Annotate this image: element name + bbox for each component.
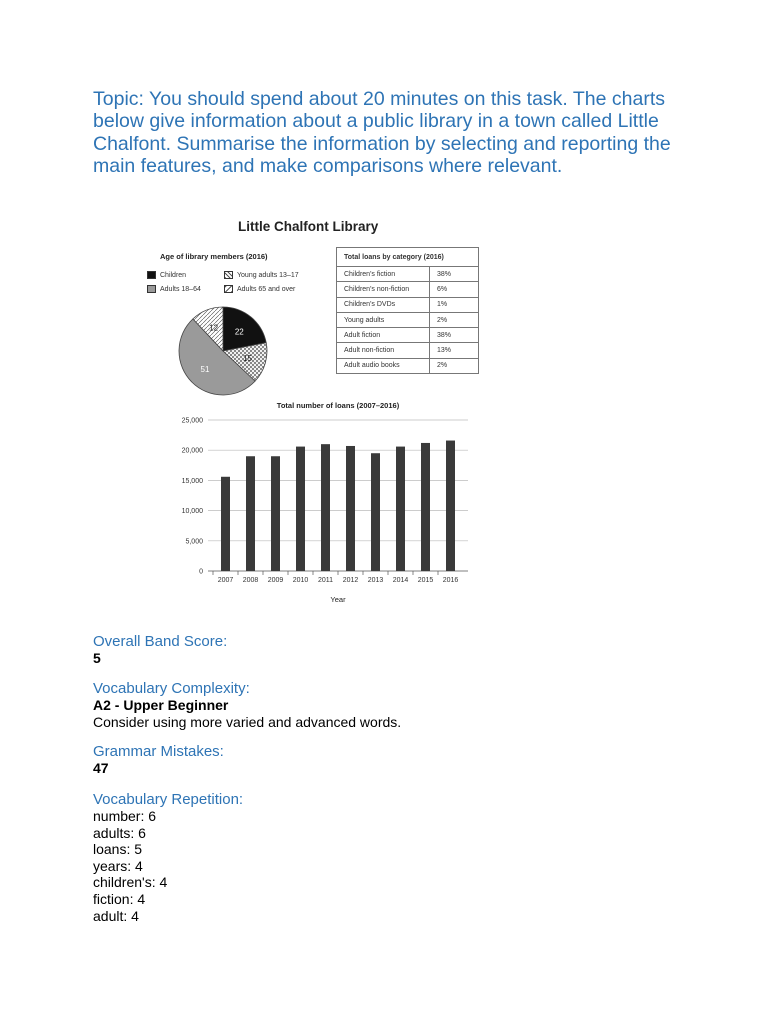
- table-row: [337, 282, 479, 297]
- y-tick-label: 0: [199, 568, 203, 576]
- repetition-item: fiction: 4: [93, 890, 146, 907]
- pie-chart: [175, 303, 271, 399]
- grammar-heading: Grammar Mistakes:: [93, 743, 224, 760]
- bar-x-axis-label: Year: [330, 595, 346, 604]
- grammar-value: 47: [93, 760, 109, 776]
- figure-title: Little Chalfont Library: [238, 219, 379, 234]
- bar: [296, 447, 305, 571]
- grammar-section: [93, 743, 224, 777]
- bar: [246, 456, 255, 571]
- repetition-section: [93, 791, 243, 924]
- table-cell-percent: 1%: [430, 297, 479, 312]
- y-tick-label: 25,000: [181, 417, 203, 425]
- table-cell-percent: 38%: [430, 328, 479, 343]
- bar: [271, 456, 280, 571]
- y-tick-label: 5,000: [185, 538, 203, 546]
- table-row: [337, 358, 479, 373]
- table-cell-category: Adult fiction: [337, 328, 430, 343]
- table-cell-percent: 38%: [430, 267, 479, 282]
- table-cell-percent: 2%: [430, 312, 479, 327]
- legend-adults: Adults 18–64: [147, 285, 201, 293]
- table-cell-category: Children's non-fiction: [337, 282, 430, 297]
- table-cell-category: Children's DVDs: [337, 297, 430, 312]
- table-header: Total loans by category (2016): [337, 248, 479, 267]
- repetition-item: adult: 4: [93, 907, 139, 924]
- repetition-item: children's: 4: [93, 874, 168, 891]
- x-tick-label: 2015: [417, 577, 434, 584]
- table-cell-percent: 2%: [430, 358, 479, 373]
- loans-table: [336, 247, 479, 374]
- bar: [321, 444, 330, 571]
- legend-adults-65: Adults 65 and over: [224, 285, 295, 293]
- vocab-complexity-section: [93, 680, 401, 731]
- x-tick-label: 2013: [367, 577, 384, 584]
- repetition-item: years: 4: [93, 857, 143, 874]
- table-row: [337, 312, 479, 327]
- table-cell-category: Children's fiction: [337, 267, 430, 282]
- bar: [371, 453, 380, 571]
- repetition-item: adults: 6: [93, 824, 146, 841]
- legend-young-adults: Young adults 13–17: [224, 271, 299, 279]
- y-tick-label: 15,000: [181, 477, 203, 485]
- x-tick-label: 2011: [317, 577, 334, 584]
- topic-prompt: Topic: You should spend about 20 minutes on this task. The charts below give information about a public library in a town called Little Chalfont. Summarise the information by selecting and reporting the main features, and make comparisons where relevant.: [93, 88, 671, 177]
- band-score-section: [93, 633, 227, 667]
- legend-swatch-children: [147, 271, 156, 279]
- pie-slice-label: 15: [243, 354, 252, 364]
- pie-slice-label: 51: [200, 365, 210, 375]
- y-tick-label: 20,000: [181, 447, 203, 455]
- bar: [446, 441, 455, 571]
- bar-chart-title: Total number of loans (2007–2016): [276, 401, 400, 410]
- band-score-value: 5: [93, 650, 101, 666]
- pie-slice-label: 12: [209, 323, 219, 333]
- repetition-list: [93, 808, 243, 924]
- legend-swatch-adults: [147, 285, 156, 293]
- table-cell-category: Young adults: [337, 312, 430, 327]
- bar: [421, 443, 430, 571]
- table-row: [337, 343, 479, 358]
- x-tick-label: 2010: [292, 577, 309, 584]
- bar: [221, 477, 230, 571]
- table-row: [337, 267, 479, 282]
- pie-title: Age of library members (2016): [160, 252, 268, 261]
- repetition-item: number: 6: [93, 808, 157, 824]
- table-row: [337, 297, 479, 312]
- x-tick-label: 2008: [242, 577, 259, 584]
- repetition-heading: Vocabulary Repetition:: [93, 791, 244, 808]
- bar-chart: [160, 395, 480, 610]
- pie-slice-label: 22: [234, 327, 244, 337]
- table-cell-percent: 13%: [430, 343, 479, 358]
- legend-swatch-adults-65: [224, 285, 233, 293]
- band-score-heading: Overall Band Score:: [93, 633, 228, 650]
- x-tick-label: 2012: [342, 577, 359, 584]
- vocab-complexity-note: Consider using more varied and advanced words.: [93, 714, 402, 730]
- table-cell-category: Adult non-fiction: [337, 343, 430, 358]
- x-tick-label: 2014: [392, 577, 409, 584]
- library-figure: [140, 215, 500, 610]
- repetition-item: loans: 5: [93, 841, 143, 858]
- vocab-complexity-value: A2 - Upper Beginner: [93, 697, 229, 713]
- legend-children: Children: [147, 271, 186, 279]
- y-tick-label: 10,000: [181, 508, 203, 516]
- bar: [346, 446, 355, 571]
- x-tick-label: 2007: [217, 577, 234, 584]
- bar: [396, 447, 405, 571]
- table-row: [337, 328, 479, 343]
- table-cell-category: Adult audio books: [337, 358, 430, 373]
- x-tick-label: 2009: [267, 577, 284, 584]
- table-cell-percent: 6%: [430, 282, 479, 297]
- legend-swatch-young-adults: [224, 271, 233, 279]
- x-tick-label: 2016: [442, 577, 459, 584]
- vocab-complexity-heading: Vocabulary Complexity:: [93, 680, 250, 697]
